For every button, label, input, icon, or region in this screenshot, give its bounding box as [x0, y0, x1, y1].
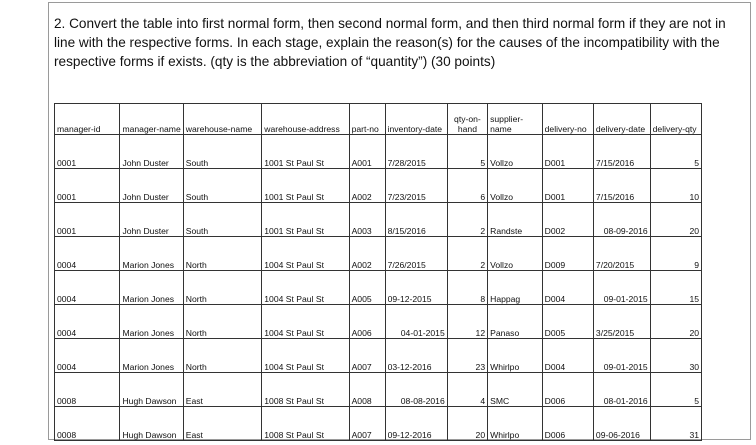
cell-manager-id: 0004	[55, 271, 120, 305]
cell-manager-id: 0004	[55, 339, 120, 373]
cell-supplier-name: Vollzo	[488, 135, 543, 169]
cell-delivery-no: D004	[542, 271, 593, 305]
cell-delivery-no: D006	[542, 373, 593, 407]
col-header-inventory-date: inventory-date	[385, 104, 447, 135]
cell-delivery-no: D005	[542, 305, 593, 339]
cell-delivery-no: D001	[542, 135, 593, 169]
col-header-manager-name: manager-name	[120, 104, 183, 135]
cell-supplier-name: Panaso	[488, 305, 543, 339]
cell-manager-id: 0001	[55, 135, 120, 169]
cell-part-no: A002	[349, 237, 385, 271]
col-header-supplier-name: supplier-name	[488, 104, 543, 135]
cell-warehouse-address: 1001 St Paul St	[262, 169, 349, 203]
cell-part-no: A002	[349, 169, 385, 203]
cell-warehouse-name: South	[183, 169, 262, 203]
col-header-delivery-qty: delivery-qty	[650, 104, 701, 135]
cell-manager-name: Hugh Dawson	[120, 407, 183, 441]
cell-qty-on-hand: 8	[447, 271, 487, 305]
cell-delivery-qty: 30	[650, 339, 701, 373]
cell-supplier-name: Vollzo	[488, 169, 543, 203]
cell-delivery-date: 08-01-2016	[593, 373, 650, 407]
cell-warehouse-address: 1001 St Paul St	[262, 203, 349, 237]
cell-warehouse-name: North	[183, 305, 262, 339]
cell-qty-on-hand: 6	[447, 169, 487, 203]
cell-qty-on-hand: 20	[447, 407, 487, 441]
col-header-manager-id: manager-id	[55, 104, 120, 135]
cell-manager-name: Marion Jones	[120, 339, 183, 373]
cell-supplier-name: Vollzo	[488, 237, 543, 271]
cell-inventory-date: 08-08-2016	[385, 373, 447, 407]
table-row	[55, 169, 702, 203]
table-row	[55, 407, 702, 441]
cell-warehouse-address: 1008 St Paul St	[262, 373, 349, 407]
cell-part-no: A007	[349, 407, 385, 441]
table-row	[55, 237, 702, 271]
cell-warehouse-address: 1004 St Paul St	[262, 271, 349, 305]
cell-supplier-name: SMC	[488, 373, 543, 407]
cell-warehouse-name: North	[183, 339, 262, 373]
cell-warehouse-address: 1004 St Paul St	[262, 305, 349, 339]
header-row	[55, 104, 702, 135]
col-header-delivery-date: delivery-date	[593, 104, 650, 135]
table-row	[55, 373, 702, 407]
cell-delivery-qty: 5	[650, 373, 701, 407]
cell-delivery-no: D009	[542, 237, 593, 271]
col-header-part-no: part-no	[349, 104, 385, 135]
cell-warehouse-name: East	[183, 407, 262, 441]
cell-warehouse-address: 1004 St Paul St	[262, 339, 349, 373]
question-text: 2. Convert the table into first normal form, then second normal form, and then third normal form if they are not in line with the respective forms. In each stage, explain the reason(s) for the causes of the incompatibility with the respective forms if exists. (qty is the abbreviation of “quantity”) (30 points)	[54, 16, 726, 69]
cell-supplier-name: Whirlpo	[488, 407, 543, 441]
cell-delivery-no: D001	[542, 169, 593, 203]
normalization-table	[54, 103, 702, 441]
cell-manager-id: 0001	[55, 169, 120, 203]
cell-manager-name: John Duster	[120, 203, 183, 237]
cell-inventory-date: 7/28/2015	[385, 135, 447, 169]
cell-inventory-date: 09-12-2016	[385, 407, 447, 441]
col-header-qty-on-hand: qty-on-hand	[447, 104, 487, 135]
cell-qty-on-hand: 2	[447, 203, 487, 237]
cell-inventory-date: 04-01-2015	[385, 305, 447, 339]
table-row	[55, 203, 702, 237]
cell-manager-name: John Duster	[120, 135, 183, 169]
cell-delivery-qty: 15	[650, 271, 701, 305]
cell-delivery-date: 08-09-2016	[593, 203, 650, 237]
col-header-delivery-no: delivery-no	[542, 104, 593, 135]
cell-inventory-date: 8/15/2016	[385, 203, 447, 237]
cell-inventory-date: 7/26/2015	[385, 237, 447, 271]
cell-manager-name: Marion Jones	[120, 271, 183, 305]
cell-supplier-name: Whirlpo	[488, 339, 543, 373]
table-row	[55, 135, 702, 169]
table-row	[55, 339, 702, 373]
cell-manager-id: 0008	[55, 407, 120, 441]
cell-inventory-date: 7/23/2015	[385, 169, 447, 203]
cell-manager-name: Marion Jones	[120, 305, 183, 339]
cell-delivery-date: 7/15/2016	[593, 169, 650, 203]
cell-delivery-no: D004	[542, 339, 593, 373]
cell-warehouse-name: South	[183, 203, 262, 237]
cell-manager-name: John Duster	[120, 169, 183, 203]
table-row	[55, 271, 702, 305]
col-header-warehouse-name: warehouse-name	[183, 104, 262, 135]
cell-delivery-date: 7/20/2015	[593, 237, 650, 271]
table-row	[55, 305, 702, 339]
cell-qty-on-hand: 2	[447, 237, 487, 271]
cell-manager-name: Hugh Dawson	[120, 373, 183, 407]
cell-delivery-date: 3/25/2015	[593, 305, 650, 339]
cell-manager-id: 0008	[55, 373, 120, 407]
cell-delivery-date: 09-01-2015	[593, 339, 650, 373]
cell-warehouse-name: East	[183, 373, 262, 407]
cell-supplier-name: Randste	[488, 203, 543, 237]
cell-delivery-qty: 9	[650, 237, 701, 271]
cell-qty-on-hand: 5	[447, 135, 487, 169]
cell-warehouse-address: 1008 St Paul St	[262, 407, 349, 441]
cell-delivery-qty: 20	[650, 203, 701, 237]
cell-warehouse-name: North	[183, 237, 262, 271]
cell-part-no: A001	[349, 135, 385, 169]
cell-delivery-qty: 20	[650, 305, 701, 339]
cell-part-no: A008	[349, 373, 385, 407]
cell-part-no: A007	[349, 339, 385, 373]
cell-delivery-no: D002	[542, 203, 593, 237]
cell-part-no: A005	[349, 271, 385, 305]
col-header-warehouse-address: warehouse-address	[262, 104, 349, 135]
cell-manager-id: 0004	[55, 237, 120, 271]
cell-part-no: A006	[349, 305, 385, 339]
cell-delivery-qty: 31	[650, 407, 701, 441]
cell-qty-on-hand: 12	[447, 305, 487, 339]
cell-delivery-date: 7/15/2016	[593, 135, 650, 169]
cell-part-no: A003	[349, 203, 385, 237]
cell-supplier-name: Happag	[488, 271, 543, 305]
cell-inventory-date: 09-12-2015	[385, 271, 447, 305]
cell-manager-name: Marion Jones	[120, 237, 183, 271]
cell-warehouse-address: 1001 St Paul St	[262, 135, 349, 169]
cell-warehouse-name: South	[183, 135, 262, 169]
cell-delivery-qty: 5	[650, 135, 701, 169]
cell-inventory-date: 03-12-2016	[385, 339, 447, 373]
cell-delivery-date: 09-06-2016	[593, 407, 650, 441]
cell-warehouse-name: North	[183, 271, 262, 305]
cell-delivery-date: 09-01-2015	[593, 271, 650, 305]
cell-qty-on-hand: 23	[447, 339, 487, 373]
cell-delivery-no: D006	[542, 407, 593, 441]
cell-delivery-qty: 10	[650, 169, 701, 203]
cell-warehouse-address: 1004 St Paul St	[262, 237, 349, 271]
cell-qty-on-hand: 4	[447, 373, 487, 407]
cell-manager-id: 0001	[55, 203, 120, 237]
cell-manager-id: 0004	[55, 305, 120, 339]
